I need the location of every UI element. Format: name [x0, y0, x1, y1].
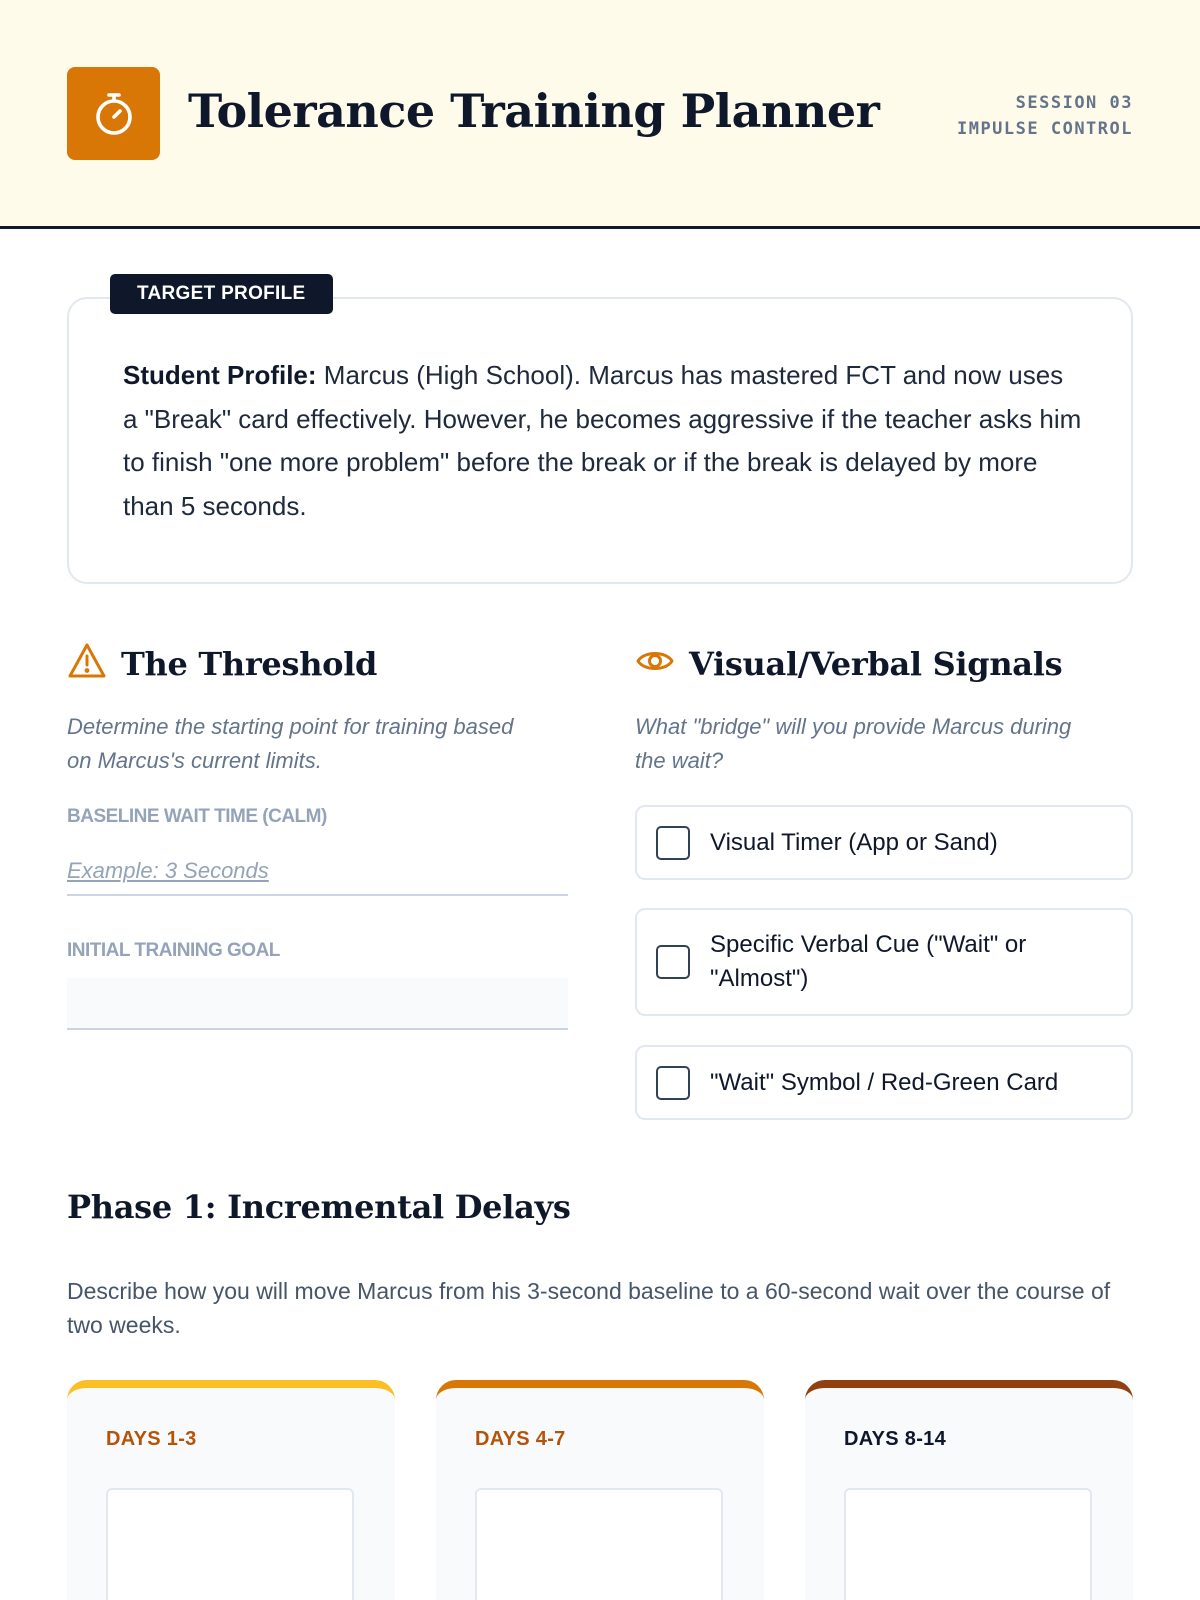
student-profile-text: [123, 354, 1083, 528]
student-profile-body: Marcus (High School). Marcus has mastered FCT and now uses a "Break" card effectively. However, he becomes aggressive if the teacher asks him to finish "one more problem" before the break or if the break is delayed by more than 5 seconds.: [123, 360, 1082, 521]
stopwatch-icon: [67, 67, 160, 160]
stage-card-days-4-7: [436, 1380, 764, 1600]
stage-label: DAYS 4-7: [475, 1428, 566, 1450]
page-title: Tolerance Training Planner: [188, 84, 880, 138]
session-info: [957, 90, 1133, 142]
threshold-title: The Threshold: [121, 644, 378, 683]
visual-timer-option[interactable]: [635, 805, 1133, 880]
verbal-cue-checkbox[interactable]: [656, 945, 690, 979]
eye-icon: [635, 642, 675, 685]
visual-timer-checkbox[interactable]: [656, 826, 690, 860]
stage-label: DAYS 1-3: [106, 1428, 197, 1450]
threshold-heading: [67, 642, 377, 685]
initial-goal-label: INITIAL TRAINING GOAL: [67, 940, 280, 961]
signals-heading: [635, 642, 1062, 685]
wait-symbol-checkbox[interactable]: [656, 1066, 690, 1100]
page-header: [0, 0, 1200, 229]
verbal-cue-label: Specific Verbal Cue ("Wait" or "Almost"): [710, 931, 1027, 992]
baseline-wait-label: BASELINE WAIT TIME (CALM): [67, 806, 327, 827]
phase1-description: Describe how you will move Marcus from his 3-second baseline to a 60-second wait over the course of two weeks.: [67, 1278, 1111, 1338]
stage-input-days-1-3[interactable]: [106, 1488, 354, 1600]
signals-title: Visual/Verbal Signals: [689, 644, 1063, 683]
stage-input-days-4-7[interactable]: [475, 1488, 723, 1600]
wait-symbol-option[interactable]: [635, 1045, 1133, 1120]
stage-input-days-8-14[interactable]: [844, 1488, 1092, 1600]
stage-card-days-1-3: [67, 1380, 395, 1600]
wait-symbol-label: "Wait" Symbol / Red-Green Card: [710, 1068, 1059, 1096]
initial-goal-input[interactable]: [67, 978, 568, 1030]
warning-triangle-icon: [67, 642, 107, 685]
student-profile-label: Student Profile:: [123, 360, 317, 390]
target-profile-tag: TARGET PROFILE: [110, 274, 333, 314]
baseline-wait-input[interactable]: [67, 848, 568, 896]
phase1-title: Phase 1: Incremental Delays: [67, 1188, 571, 1226]
session-number: SESSION 03: [1015, 93, 1133, 113]
stage-label: DAYS 8-14: [844, 1428, 947, 1450]
signals-description: What "bridge" will you provide Marcus during the wait?: [635, 714, 1072, 773]
verbal-cue-option[interactable]: [635, 908, 1133, 1016]
visual-timer-label: Visual Timer (App or Sand): [710, 828, 998, 856]
session-topic: IMPULSE CONTROL: [956, 119, 1133, 139]
threshold-description: Determine the starting point for training based on Marcus's current limits.: [67, 714, 514, 773]
stage-card-days-8-14: [805, 1380, 1133, 1600]
